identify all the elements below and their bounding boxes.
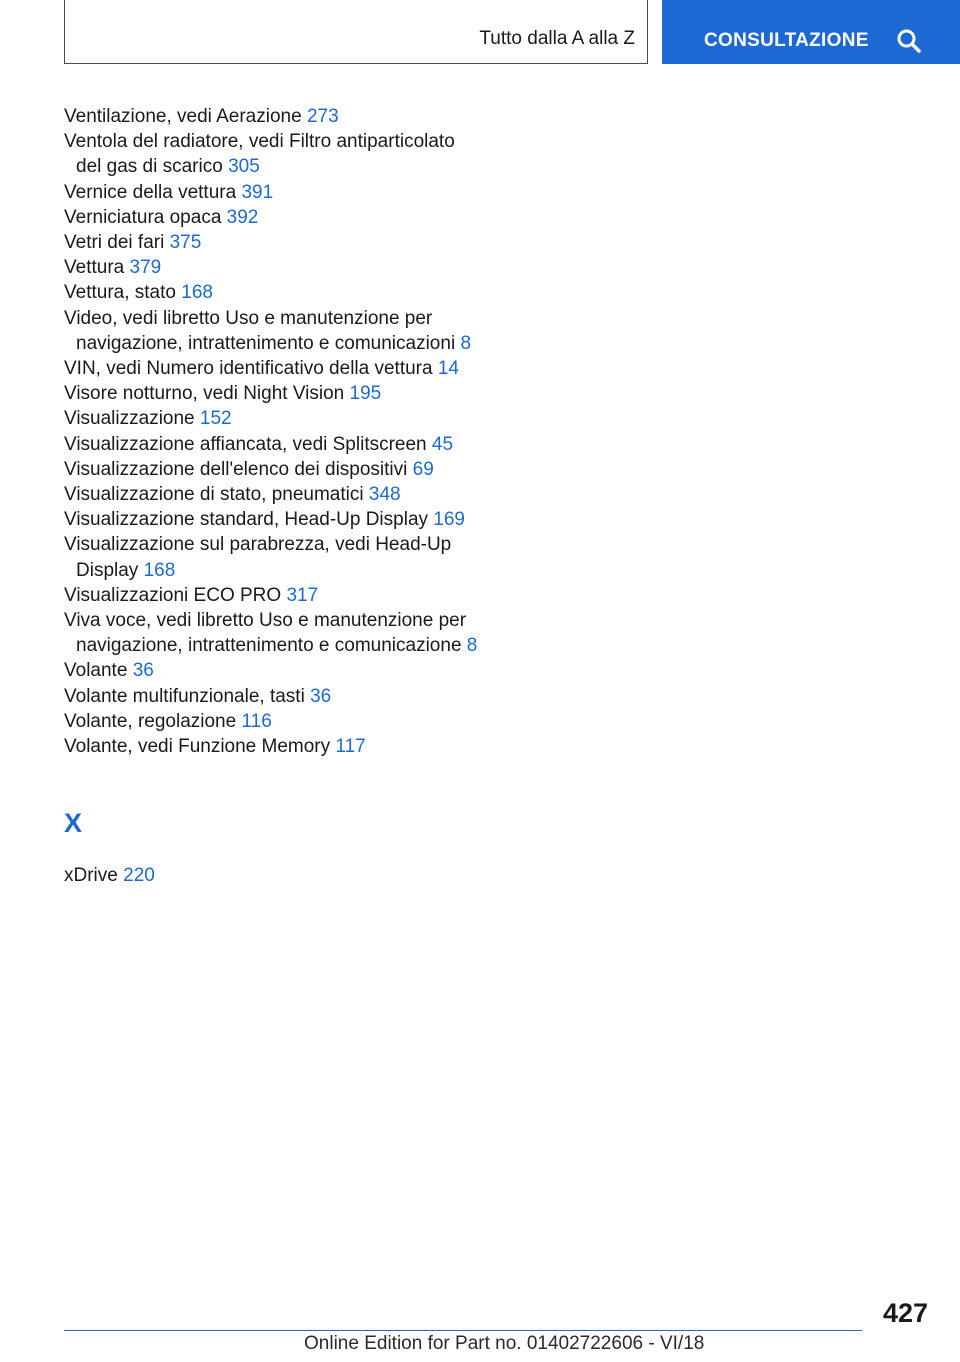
index-list-x bbox=[64, 863, 484, 888]
index-entry-text: VIN, vedi Numero identificativo della vettura bbox=[64, 358, 433, 380]
index-entry-text: Visualizzazione di stato, pneumatici bbox=[64, 484, 364, 506]
index-entry bbox=[64, 230, 484, 255]
index-entry-text: Visualizzazione standard, Head-Up Display bbox=[64, 509, 429, 531]
index-entry-text: xDrive bbox=[64, 865, 118, 886]
index-entry bbox=[64, 104, 484, 129]
index-entry-page-link[interactable]: 116 bbox=[241, 710, 272, 732]
index-entry bbox=[64, 482, 484, 507]
index-entry bbox=[64, 280, 484, 305]
footer-divider bbox=[64, 1330, 862, 1331]
index-entry-text: Visore notturno, vedi Night Vision bbox=[64, 383, 345, 405]
index-entry-text: Vettura, stato bbox=[64, 282, 176, 304]
index-entry bbox=[64, 406, 484, 431]
index-entry-text: Ventola del radiatore, vedi Filtro antiparticolato del gas di scarico bbox=[64, 131, 455, 178]
index-entry bbox=[64, 381, 484, 406]
index-entry bbox=[64, 608, 484, 658]
index-entry-page-link[interactable]: 45 bbox=[431, 433, 454, 455]
index-entry-text: Vetri dei fari bbox=[64, 232, 165, 254]
index-entry-text: Visualizzazione bbox=[64, 408, 195, 430]
index-entry-page-link[interactable]: 392 bbox=[226, 206, 259, 228]
index-entry-page-link[interactable]: 273 bbox=[306, 106, 339, 127]
index-entry-text: Volante multifunzionale, tasti bbox=[64, 685, 305, 707]
index-entry-text: Volante, regolazione bbox=[64, 710, 237, 732]
index-entry bbox=[64, 255, 484, 280]
index-entry bbox=[64, 507, 484, 532]
index-entry-page-link[interactable]: 375 bbox=[169, 232, 202, 254]
index-list bbox=[64, 104, 484, 759]
index-entry bbox=[64, 532, 484, 582]
index-entry bbox=[64, 684, 484, 709]
index-entry-text: Video, vedi libretto Uso e manutenzione per navigazione, intrattenimento e comunicazioni bbox=[64, 307, 456, 354]
consultazione-tab[interactable] bbox=[662, 0, 960, 64]
index-entry-text: Visualizzazioni ECO PRO bbox=[64, 584, 282, 606]
index-entry-text: Verniciatura opaca bbox=[64, 206, 222, 228]
section-letter-x: X bbox=[64, 808, 83, 838]
index-entry-text: Volante, vedi Funzione Memory bbox=[64, 736, 331, 758]
index-entry-page-link[interactable]: 317 bbox=[286, 584, 319, 606]
index-entry-page-link[interactable]: 348 bbox=[368, 484, 401, 506]
index-entry-text: Vernice della vettura bbox=[64, 181, 237, 203]
index-entry bbox=[64, 205, 484, 230]
index-entry-page-link[interactable]: 220 bbox=[123, 865, 155, 886]
index-entry bbox=[64, 356, 484, 381]
index-entry-text: Visualizzazione sul parabrezza, vedi Head-Up Display bbox=[64, 534, 452, 581]
header-section-title: Tutto dalla A alla Z bbox=[479, 28, 635, 49]
index-entry-page-link[interactable]: 117 bbox=[335, 736, 366, 758]
footer-edition-text: Online Edition for Part no. 01402722606 - VI/18 bbox=[304, 1333, 705, 1354]
search-icon[interactable] bbox=[896, 28, 922, 54]
index-entry-text: Visualizzazione dell'elenco dei dispositivi bbox=[64, 458, 408, 480]
index-entry-text: Ventilazione, vedi Aerazione bbox=[64, 106, 302, 127]
index-entry-text: Visualizzazione affiancata, vedi Splitscreen bbox=[64, 433, 427, 455]
index-entry bbox=[64, 734, 484, 759]
page-number: 427 bbox=[882, 1298, 928, 1328]
index-entry-text: Volante bbox=[64, 660, 128, 682]
index-entry-page-link[interactable]: 36 bbox=[132, 660, 154, 682]
index-entry bbox=[64, 306, 484, 356]
index-entry-page-link[interactable]: 169 bbox=[433, 509, 465, 531]
index-entry-page-link[interactable]: 168 bbox=[143, 559, 176, 581]
index-entry bbox=[64, 432, 484, 457]
index-entry-page-link[interactable]: 152 bbox=[199, 408, 232, 430]
header-section-box bbox=[64, 0, 648, 64]
index-entry-page-link[interactable]: 379 bbox=[129, 257, 162, 279]
index-entry bbox=[64, 863, 484, 888]
index-entry-page-link[interactable]: 391 bbox=[241, 181, 274, 203]
index-entry-page-link[interactable]: 195 bbox=[349, 383, 382, 405]
index-entry-page-link[interactable]: 36 bbox=[310, 685, 332, 707]
index-entry-page-link[interactable]: 8 bbox=[466, 635, 478, 657]
consultazione-tab-label: CONSULTAZIONE bbox=[704, 30, 869, 51]
index-entry-text: Vettura bbox=[64, 257, 125, 279]
index-entry bbox=[64, 180, 484, 205]
index-entry-page-link[interactable]: 305 bbox=[228, 156, 260, 178]
index-entry-page-link[interactable]: 14 bbox=[437, 358, 459, 380]
index-entry bbox=[64, 457, 484, 482]
index-entry bbox=[64, 658, 484, 683]
index-entry bbox=[64, 129, 484, 179]
index-entry bbox=[64, 583, 484, 608]
index-entry-page-link[interactable]: 168 bbox=[181, 282, 213, 304]
index-entry-page-link[interactable]: 69 bbox=[412, 458, 434, 480]
index-entry bbox=[64, 709, 484, 734]
index-entry-page-link[interactable]: 8 bbox=[460, 332, 472, 354]
index-entry-text: Viva voce, vedi libretto Uso e manutenzione per navigazione, intrattenimento e comunicazione bbox=[64, 610, 467, 657]
